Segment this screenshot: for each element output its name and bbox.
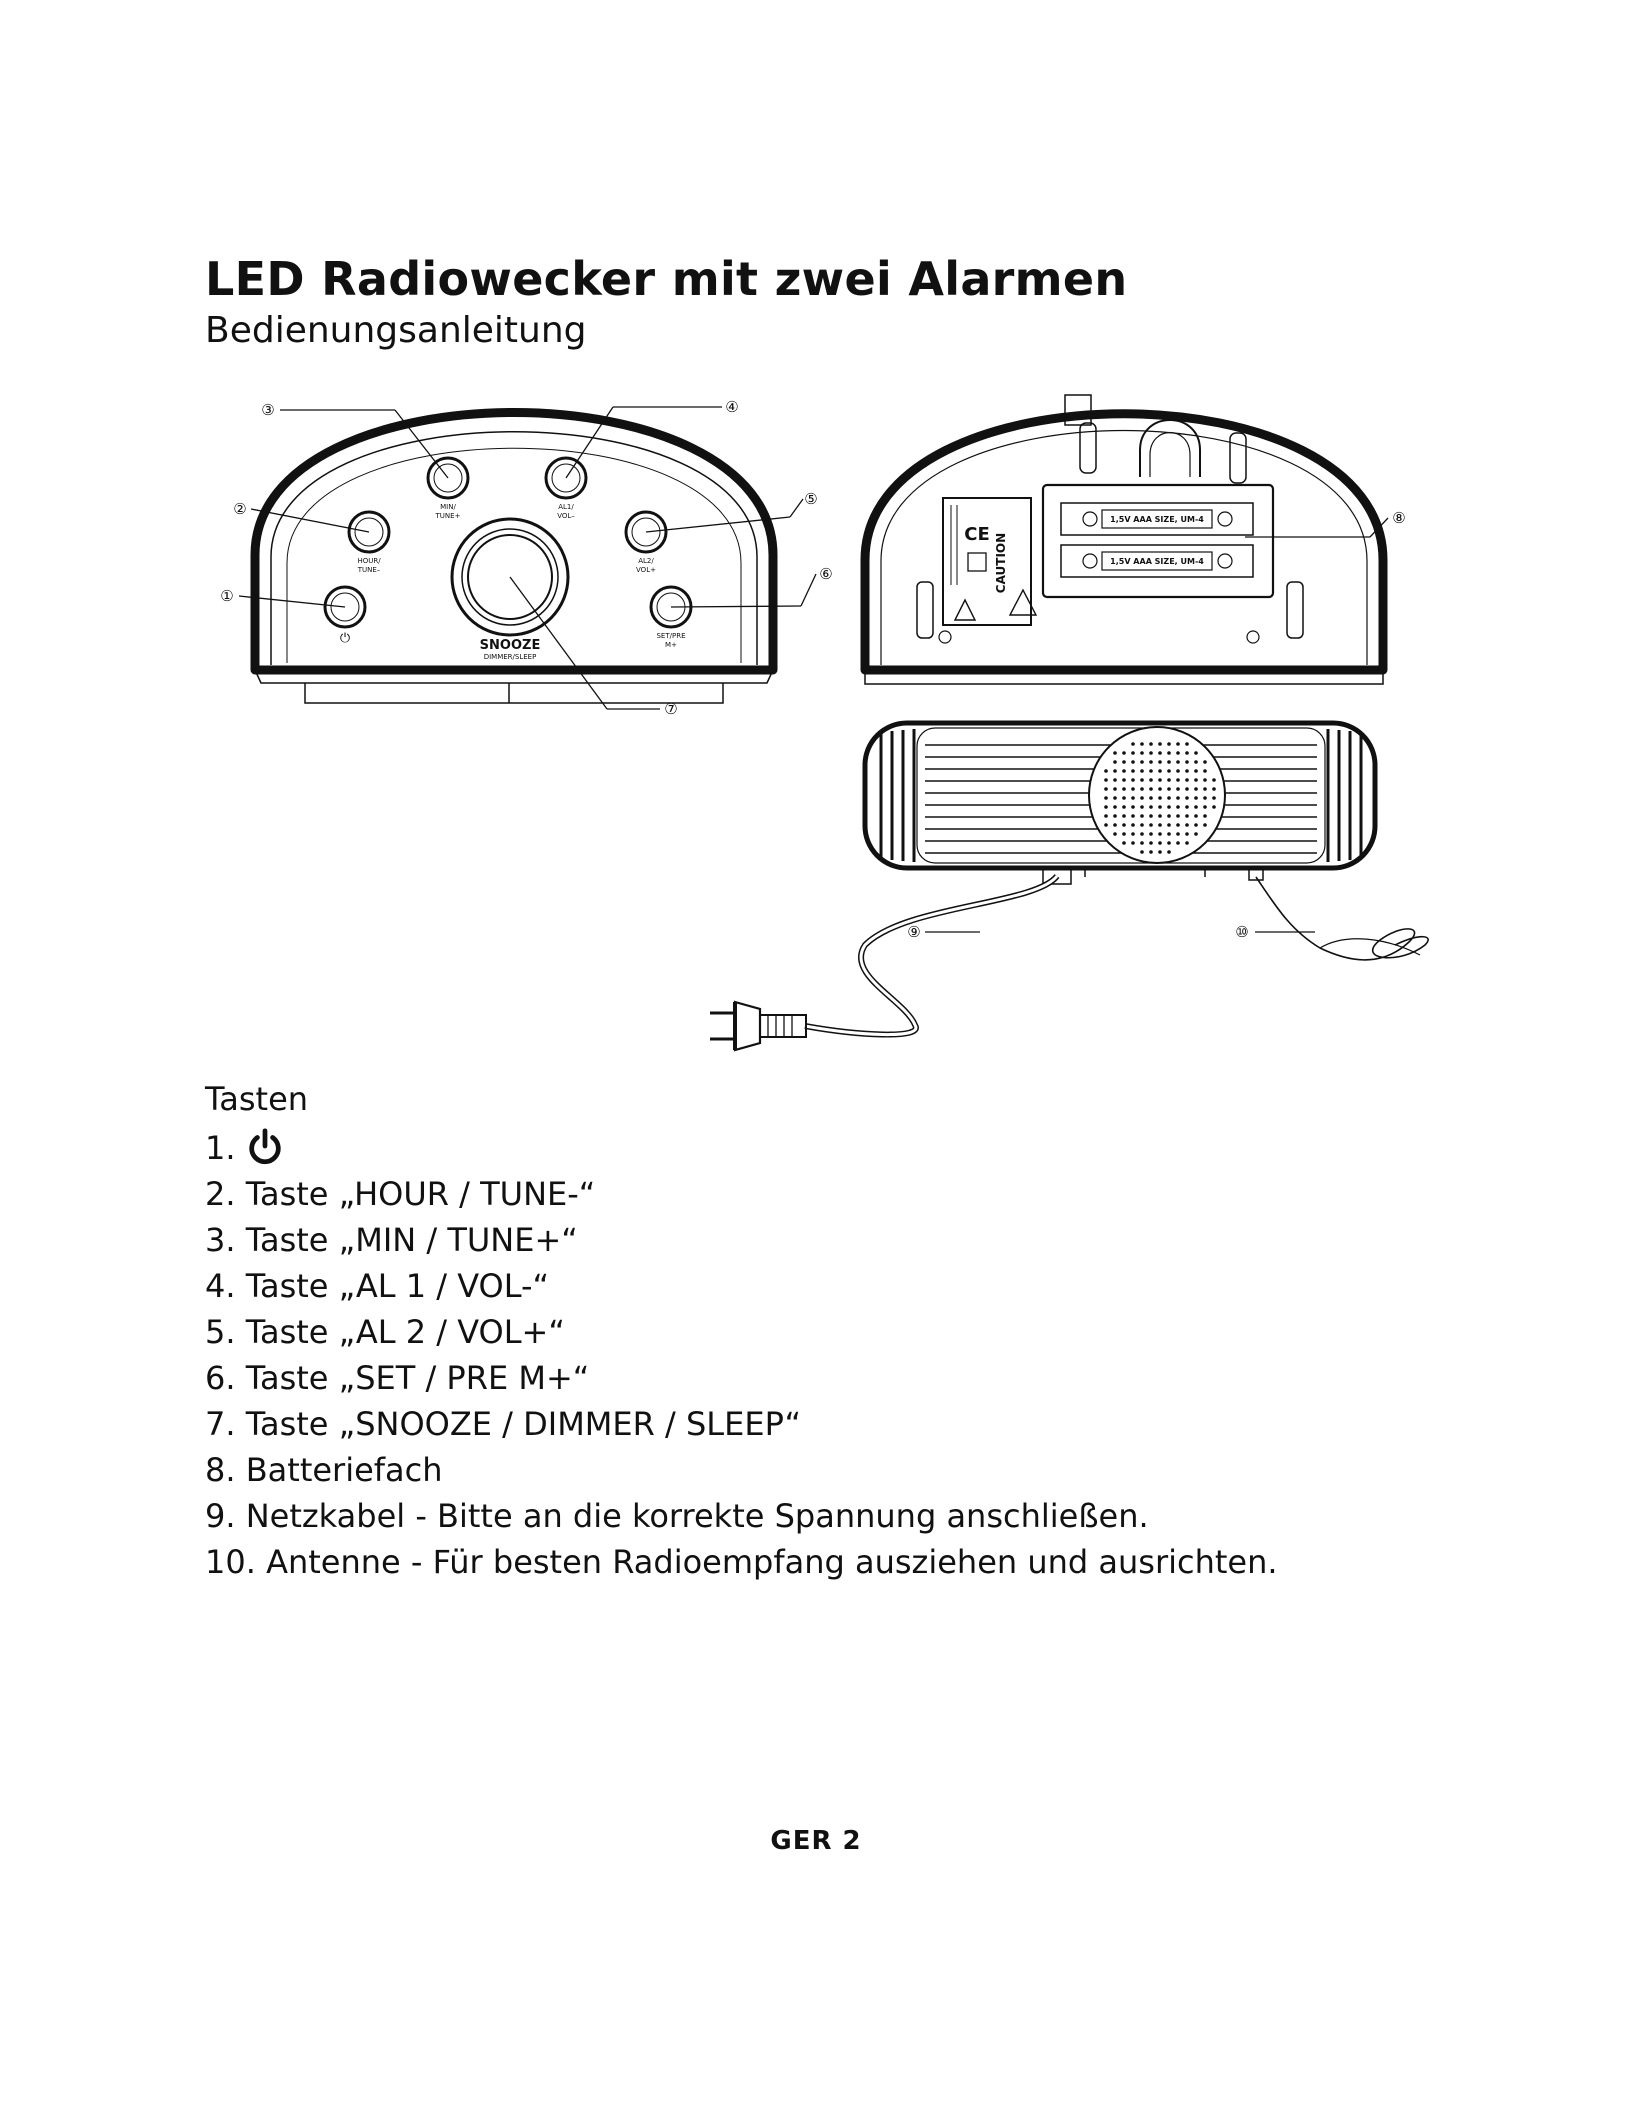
power-icon [246, 1128, 284, 1166]
grille-hole [1176, 751, 1180, 755]
grille-hole [1167, 742, 1171, 746]
hour-tune-label-2: TUNE– [357, 566, 381, 574]
grille-hole [1158, 841, 1162, 845]
grille-hole [1167, 760, 1171, 764]
grille-hole [1167, 850, 1171, 854]
callout-8: ⑧ [1392, 509, 1406, 527]
grille-hole [1104, 778, 1108, 782]
grille-hole [1122, 778, 1126, 782]
grille-hole [1131, 751, 1135, 755]
grille-hole [1203, 760, 1207, 764]
grille-hole [1185, 760, 1189, 764]
grille-hole [1122, 787, 1126, 791]
grille-hole [1140, 832, 1144, 836]
grille-hole [1149, 832, 1153, 836]
grille-hole [1212, 796, 1216, 800]
grille-hole [1131, 796, 1135, 800]
keys-list [205, 1125, 1278, 1585]
grille-hole [1113, 832, 1117, 836]
grille-hole [1140, 805, 1144, 809]
grille-hole [1131, 787, 1135, 791]
grille-hole [1131, 805, 1135, 809]
grille-hole [1185, 841, 1189, 845]
callout-9: ⑨ [907, 923, 921, 941]
device-illustration [205, 385, 1475, 1075]
callout-5: ⑤ [804, 490, 818, 508]
grille-hole [1149, 823, 1153, 827]
grille-hole [1140, 742, 1144, 746]
grille-hole [1104, 814, 1108, 818]
ce-mark: CE [964, 524, 990, 545]
grille-hole [1113, 796, 1117, 800]
back-view [865, 395, 1383, 684]
grille-hole [1104, 769, 1108, 773]
grille-hole [1113, 769, 1117, 773]
key-item-5: 5. Taste „AL 2 / VOL+“ [205, 1313, 565, 1351]
grille-hole [1131, 760, 1135, 764]
grille-hole [1149, 841, 1153, 845]
grille-hole [1113, 751, 1117, 755]
grille-hole [1158, 760, 1162, 764]
grille-hole [1194, 769, 1198, 773]
key-item-3: 3. Taste „MIN / TUNE+“ [205, 1221, 578, 1259]
grille-hole [1140, 778, 1144, 782]
key-item-2: 2. Taste „HOUR / TUNE-“ [205, 1175, 596, 1213]
device-diagram [205, 385, 1475, 1075]
grille-hole [1176, 769, 1180, 773]
grille-hole [1122, 805, 1126, 809]
callout-10: ⑩ [1235, 923, 1249, 941]
callout-4: ④ [725, 398, 739, 416]
grille-hole [1176, 805, 1180, 809]
key-item-9: 9. Netzkabel - Bitte an die korrekte Spannung anschließen. [205, 1497, 1149, 1535]
grille-hole [1185, 769, 1189, 773]
grille-hole [1140, 796, 1144, 800]
grille-hole [1158, 796, 1162, 800]
grille-hole [1176, 778, 1180, 782]
page-number: GER 2 [770, 1826, 862, 1856]
grille-hole [1149, 787, 1153, 791]
key-item-1 [205, 1125, 1278, 1171]
grille-hole [1167, 787, 1171, 791]
grille-hole [1203, 796, 1207, 800]
grille-hole [1104, 805, 1108, 809]
set-pre-label-1: SET/PRE [656, 632, 686, 640]
grille-hole [1185, 805, 1189, 809]
grille-hole [1131, 769, 1135, 773]
grille-hole [1131, 841, 1135, 845]
al1-vol-label-1: AL1/ [558, 503, 574, 511]
min-tune-label-2: TUNE+ [435, 512, 461, 520]
grille-hole [1113, 823, 1117, 827]
keys-heading: Tasten [205, 1080, 309, 1118]
grille-hole [1131, 814, 1135, 818]
grille-hole [1149, 778, 1153, 782]
key-item-4: 4. Taste „AL 1 / VOL-“ [205, 1267, 550, 1305]
grille-hole [1203, 787, 1207, 791]
al2-vol-label-1: AL2/ [638, 557, 654, 565]
grille-hole [1194, 823, 1198, 827]
grille-hole [1176, 760, 1180, 764]
callout-6: ⑥ [819, 565, 833, 583]
grille-hole [1185, 742, 1189, 746]
grille-hole [1113, 814, 1117, 818]
grille-hole [1122, 769, 1126, 773]
key-item-6: 6. Taste „SET / PRE M+“ [205, 1359, 590, 1397]
grille-hole [1176, 796, 1180, 800]
key-item-10: 10. Antenne - Für besten Radioempfang ausziehen und ausrichten. [205, 1543, 1278, 1581]
grille-hole [1176, 742, 1180, 746]
grille-hole [1158, 814, 1162, 818]
grille-hole [1194, 760, 1198, 764]
grille-hole [1104, 787, 1108, 791]
battery-label-top: 1,5V AAA SIZE, UM-4 [1110, 515, 1204, 524]
grille-hole [1185, 832, 1189, 836]
grille-hole [1167, 778, 1171, 782]
grille-hole [1158, 823, 1162, 827]
power-cord [710, 876, 1057, 1050]
grille-hole [1140, 850, 1144, 854]
grille-hole [1149, 742, 1153, 746]
grille-hole [1167, 832, 1171, 836]
grille-hole [1149, 814, 1153, 818]
callout-3: ③ [261, 401, 275, 419]
grille-hole [1140, 823, 1144, 827]
grille-hole [1158, 778, 1162, 782]
back-leader-lines [1245, 518, 1388, 537]
grille-hole [1140, 787, 1144, 791]
set-pre-label-2: M+ [665, 641, 677, 649]
grille-hole [1113, 805, 1117, 809]
grille-hole [1194, 778, 1198, 782]
grille-hole [1140, 751, 1144, 755]
grille-hole [1104, 796, 1108, 800]
grille-hole [1131, 742, 1135, 746]
key-item-8: 8. Batteriefach [205, 1451, 443, 1489]
al1-vol-label-2: VOL– [557, 512, 575, 520]
grille-hole [1149, 805, 1153, 809]
grille-hole [1113, 760, 1117, 764]
grille-hole [1149, 850, 1153, 854]
grille-hole [1167, 769, 1171, 773]
bottom-view [865, 723, 1375, 884]
dimmer-sleep-label: DIMMER/SLEEP [483, 653, 537, 661]
grille-hole [1194, 787, 1198, 791]
grille-hole [1167, 796, 1171, 800]
grille-hole [1140, 769, 1144, 773]
page-subtitle: Bedienungsanleitung [205, 310, 587, 351]
grille-hole [1113, 778, 1117, 782]
grille-hole [1104, 823, 1108, 827]
grille-hole [1158, 751, 1162, 755]
caution-label: CAUTION [994, 532, 1008, 594]
grille-hole [1167, 814, 1171, 818]
hour-tune-label-1: HOUR/ [357, 557, 381, 565]
grille-hole [1122, 751, 1126, 755]
grille-hole [1203, 778, 1207, 782]
key-item-7: 7. Taste „SNOOZE / DIMMER / SLEEP“ [205, 1405, 802, 1443]
battery-label-bottom: 1,5V AAA SIZE, UM-4 [1110, 557, 1204, 566]
grille-hole [1212, 778, 1216, 782]
back-view-labels [951, 505, 1204, 620]
grille-hole [1176, 841, 1180, 845]
grille-hole [1113, 787, 1117, 791]
min-tune-label-1: MIN/ [440, 503, 456, 511]
grille-hole [1185, 814, 1189, 818]
grille-hole [1140, 814, 1144, 818]
grille-hole [1158, 742, 1162, 746]
snooze-label: SNOOZE [479, 638, 541, 653]
page-title: LED Radiowecker mit zwei Alarmen [205, 252, 1128, 306]
grille-hole [1203, 823, 1207, 827]
grille-hole [1140, 760, 1144, 764]
grille-hole [1194, 832, 1198, 836]
grille-hole [1158, 832, 1162, 836]
grille-hole [1167, 751, 1171, 755]
grille-hole [1149, 769, 1153, 773]
grille-hole [1167, 805, 1171, 809]
grille-hole [1176, 814, 1180, 818]
power-symbol-label: ⏻ [339, 631, 351, 646]
grille-hole [1131, 832, 1135, 836]
callout-2: ② [233, 500, 247, 518]
grille-hole [1149, 751, 1153, 755]
grille-hole [1176, 823, 1180, 827]
grille-hole [1149, 796, 1153, 800]
grille-hole [1122, 760, 1126, 764]
grille-hole [1185, 823, 1189, 827]
grille-hole [1194, 814, 1198, 818]
grille-hole [1194, 796, 1198, 800]
grille-hole [1185, 778, 1189, 782]
grille-hole [1122, 832, 1126, 836]
grille-hole [1131, 823, 1135, 827]
front-button-labels [340, 503, 686, 661]
grille-hole [1122, 823, 1126, 827]
grille-hole [1212, 805, 1216, 809]
grille-hole [1149, 760, 1153, 764]
grille-hole [1140, 841, 1144, 845]
grille-hole [1167, 823, 1171, 827]
grille-hole [1158, 850, 1162, 854]
grille-hole [1203, 814, 1207, 818]
grille-hole [1203, 769, 1207, 773]
grille-hole [1122, 814, 1126, 818]
grille-hole [1176, 832, 1180, 836]
grille-hole [1158, 805, 1162, 809]
grille-hole [1122, 796, 1126, 800]
callout-7: ⑦ [664, 700, 678, 718]
grille-hole [1194, 751, 1198, 755]
key-item-1-number: 1. [205, 1129, 236, 1167]
grille-hole [1185, 787, 1189, 791]
al2-vol-label-2: VOL+ [636, 566, 656, 574]
grille-hole [1185, 751, 1189, 755]
grille-hole [1131, 778, 1135, 782]
grille-hole [1176, 787, 1180, 791]
grille-hole [1203, 805, 1207, 809]
grille-hole [1212, 787, 1216, 791]
grille-hole [1194, 805, 1198, 809]
grille-hole [1158, 769, 1162, 773]
grille-hole [1185, 796, 1189, 800]
callout-1: ① [220, 587, 234, 605]
antenna-wire [1256, 877, 1428, 960]
grille-hole [1158, 787, 1162, 791]
grille-hole [1167, 841, 1171, 845]
grille-hole [1122, 841, 1126, 845]
